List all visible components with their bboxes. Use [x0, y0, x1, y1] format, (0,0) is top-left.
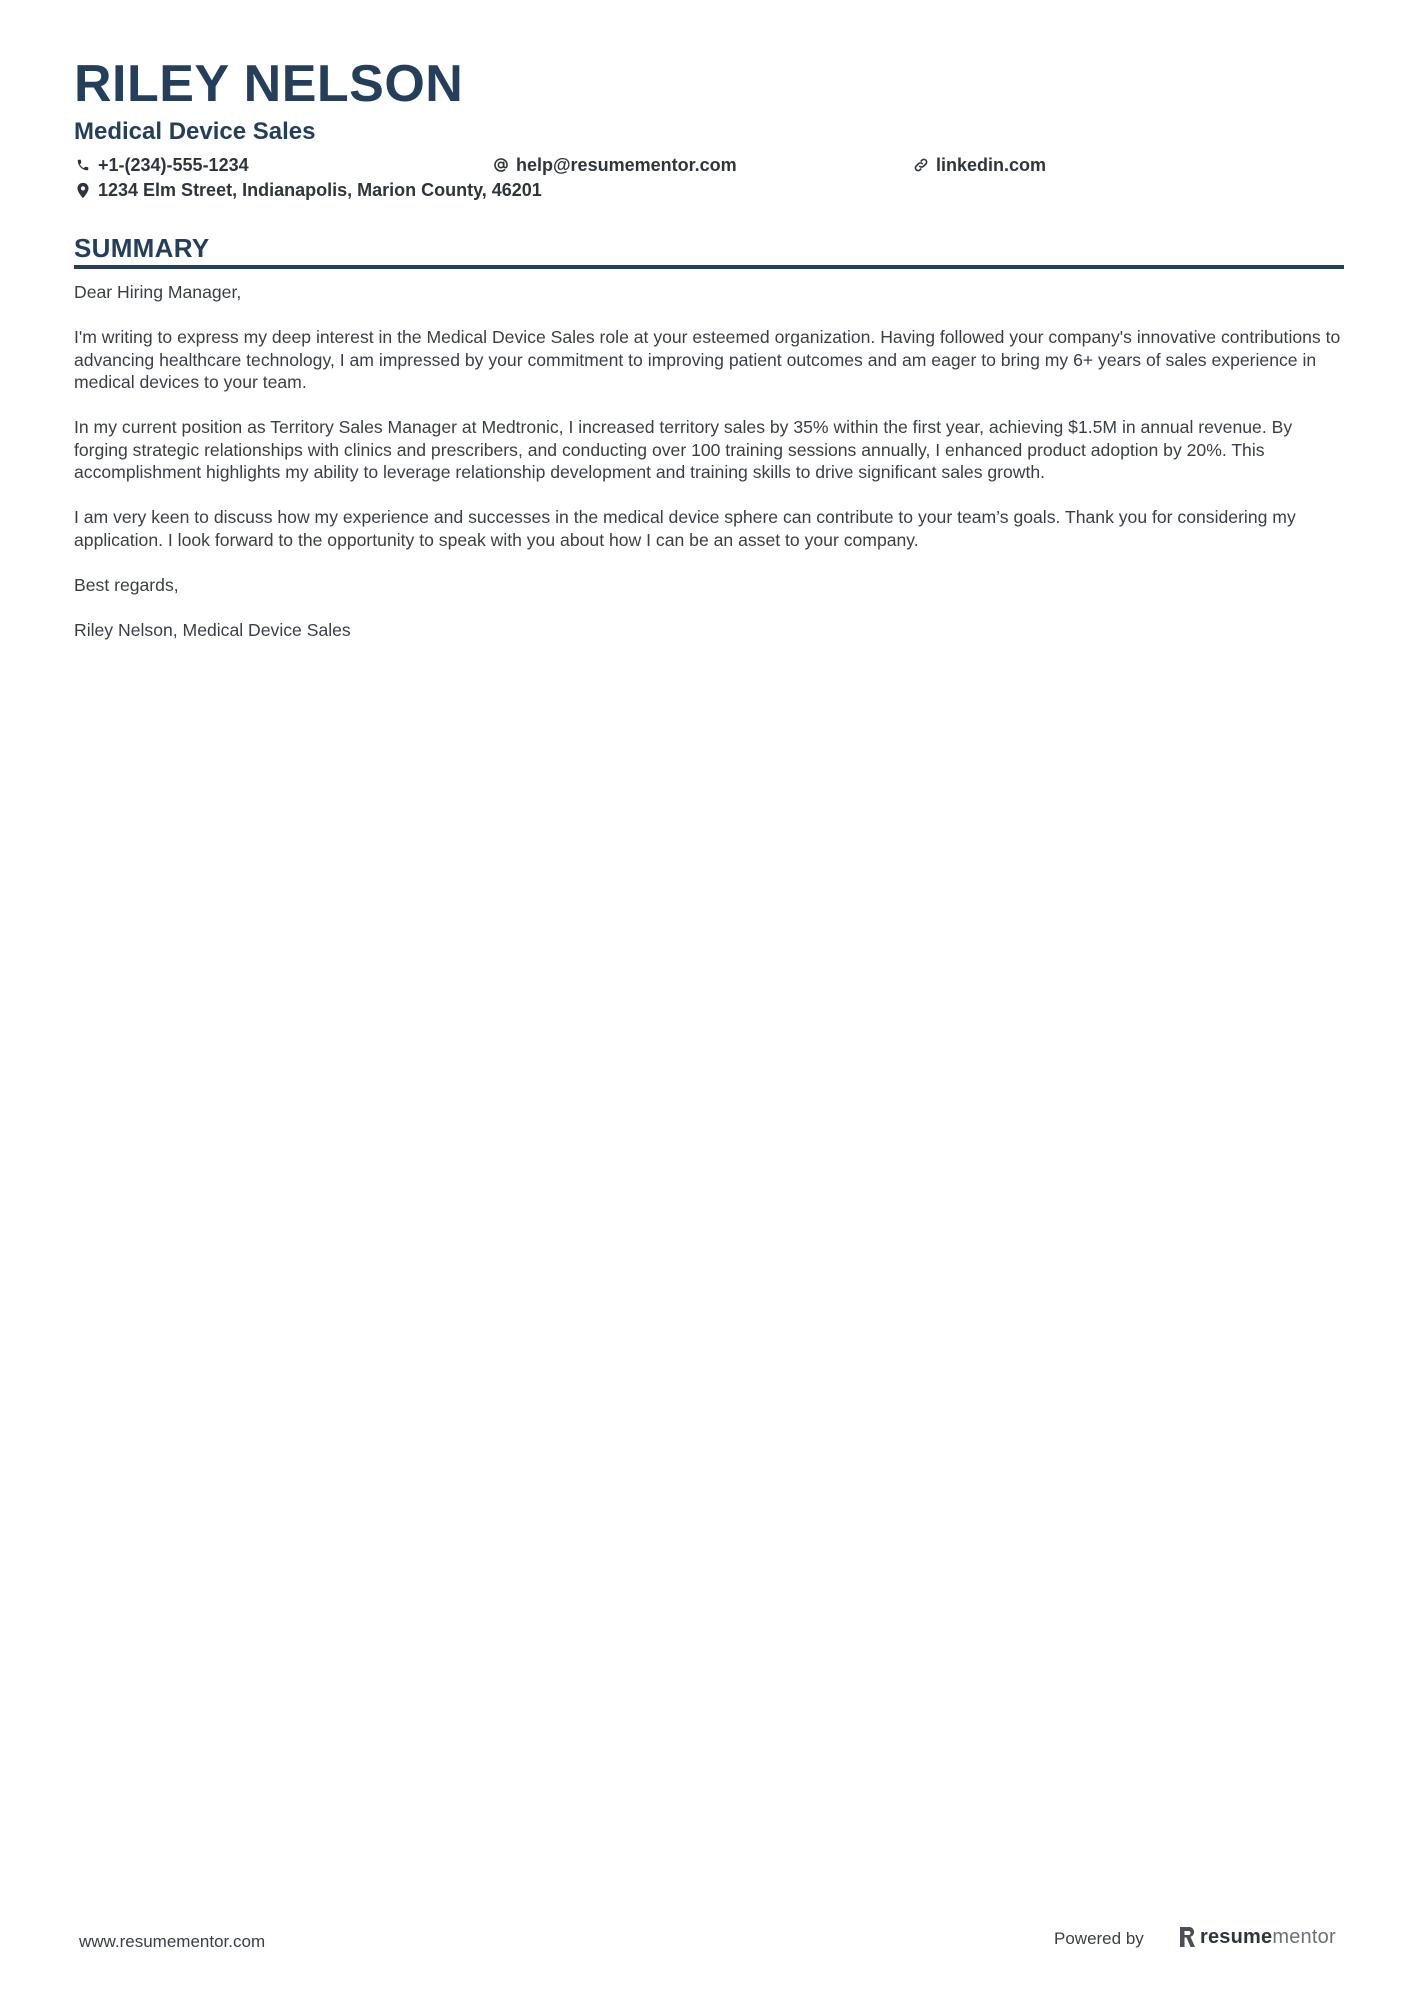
brand-name-bold: resume [1200, 1926, 1273, 1948]
section-divider [74, 265, 1344, 269]
footer-url[interactable]: www.resumementor.com [79, 1932, 266, 1951]
candidate-name: RILEY NELSON [74, 55, 464, 113]
letter-paragraph: In my current position as Territory Sales Manager at Medtronic, I increased territory sales by 35% within the first year, achieving $1.5M in annual revenue. By forging strategic relationships with clinics and prescribers, and conducting over 100 training sessions annually, I enhanced product adoption by 20%. This accomplishment highlights my ability to leverage relationship development and training skills to drive significant sales growth. [74, 417, 1293, 482]
summary-heading: SUMMARY [74, 233, 210, 263]
brand-logo[interactable] [1178, 1926, 1336, 1948]
website-link[interactable]: linkedin.com [936, 155, 1047, 175]
brand-name-light: mentor [1272, 1926, 1336, 1948]
address-text: 1234 Elm Street, Indianapolis, Marion County, 46201 [98, 180, 542, 200]
link-icon [912, 156, 930, 174]
powered-by-label: Powered by [1054, 1929, 1144, 1948]
letter-paragraph: I am very keen to discuss how my experience and successes in the medical device sphere can contribute to your team’s goals. Thank you for considering my application. I look forward to the opportunity to speak with you about how I can be an asset to your company. [74, 507, 1296, 550]
phone-icon [74, 156, 92, 174]
contact-address [74, 181, 542, 199]
job-title: Medical Device Sales [74, 118, 316, 145]
at-icon [492, 156, 510, 174]
closing: Best regards, [74, 574, 179, 595]
cover-letter-page [74, 0, 1344, 1995]
resumementor-logo-icon [1178, 1926, 1196, 1948]
email-link[interactable]: help@resumementor.com [516, 155, 737, 175]
salutation: Dear Hiring Manager, [74, 282, 242, 302]
contact-phone [74, 156, 249, 174]
contact-website [912, 156, 1046, 174]
signature: Riley Nelson, Medical Device Sales [74, 619, 351, 640]
location-pin-icon [74, 181, 92, 199]
letter-body [74, 281, 1344, 664]
contact-email [492, 156, 737, 174]
phone-text: +1-(234)-555-1234 [98, 155, 249, 175]
letter-paragraph: I'm writing to express my deep interest in the Medical Device Sales role at your esteemed organization. Having followed your company's innovative contributions to advancing healthcare technology, I am impressed by your commitment to improving patient outcomes and am eager to bring my 6+ years of sales experience in medical devices to your team. [74, 327, 1341, 392]
